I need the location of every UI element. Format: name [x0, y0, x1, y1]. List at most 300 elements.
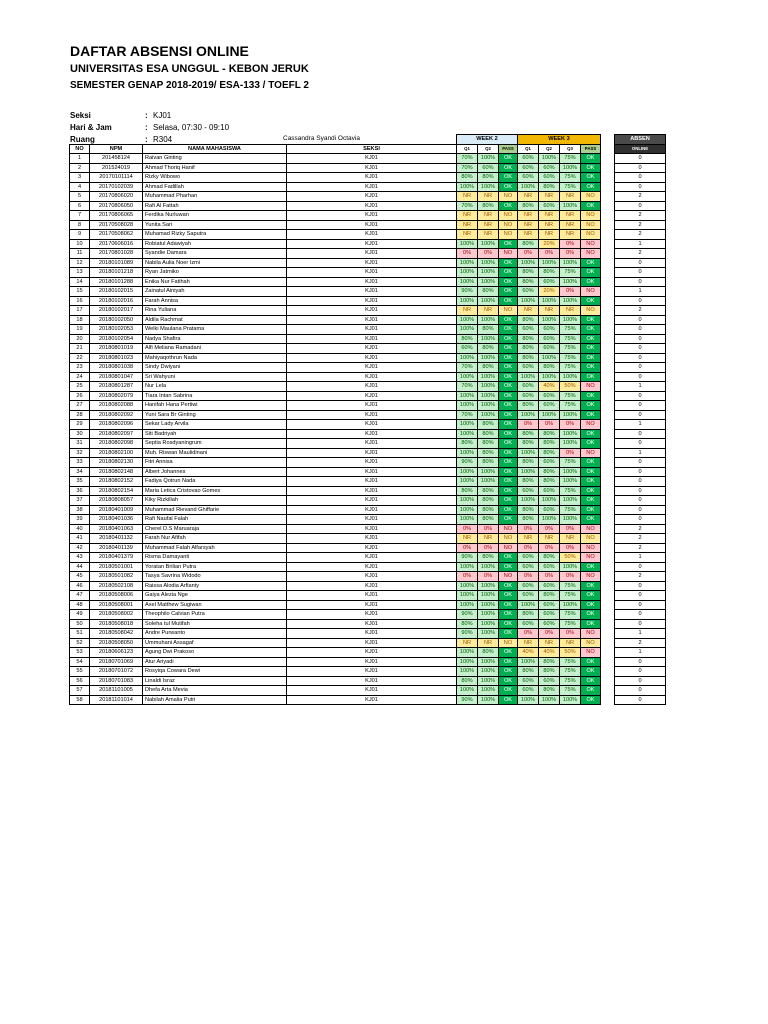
status-w3-pass: OK — [581, 467, 601, 477]
table-row — [70, 543, 601, 553]
row-npm: 20180101218 — [90, 268, 143, 278]
score-w3q1: 100% — [518, 296, 539, 306]
absen-count: 0 — [615, 610, 666, 620]
hari-colon: : — [145, 123, 148, 132]
row-no: 3 — [70, 173, 90, 183]
score-w2q1: 100% — [457, 648, 478, 658]
table-row — [70, 211, 601, 221]
absen-count: 2 — [615, 211, 666, 221]
score-w3q1: 80% — [518, 239, 539, 249]
score-w2q2: 100% — [478, 315, 499, 325]
row-npm: 20180701083 — [90, 676, 143, 686]
status-w3-pass: OK — [581, 163, 601, 173]
status-w2-pass: OK — [499, 420, 518, 430]
absen-row — [615, 515, 666, 525]
score-w3q1: 0% — [518, 543, 539, 553]
absen-row — [615, 477, 666, 487]
row-no: 31 — [70, 439, 90, 449]
score-w2q1: 80% — [457, 619, 478, 629]
score-w3q3: 75% — [560, 334, 581, 344]
score-w2q2: 80% — [478, 173, 499, 183]
absen-row — [615, 239, 666, 249]
score-w2q2: 100% — [478, 629, 499, 639]
row-no: 18 — [70, 315, 90, 325]
absen-row — [615, 258, 666, 268]
row-seksi: KJ01 — [287, 401, 457, 411]
absen-count: 0 — [615, 410, 666, 420]
score-w3q2: NR — [539, 211, 560, 221]
score-w2q1: 80% — [457, 676, 478, 686]
status-w3-pass: OK — [581, 676, 601, 686]
row-npm: 20180808057 — [90, 496, 143, 506]
score-w3q2: 60% — [539, 277, 560, 287]
score-w2q1: NR — [457, 638, 478, 648]
status-w3-pass: OK — [581, 372, 601, 382]
score-w3q1: 100% — [518, 410, 539, 420]
score-w2q2: NR — [478, 220, 499, 230]
row-no: 56 — [70, 676, 90, 686]
table-row — [70, 496, 601, 506]
score-w3q2: 0% — [539, 420, 560, 430]
absen-count: 1 — [615, 629, 666, 639]
schedule-info — [70, 122, 229, 134]
row-name: Rafi Al Fattah — [143, 201, 287, 211]
table-row — [70, 458, 601, 468]
score-w2q1: 0% — [457, 572, 478, 582]
row-npm: 20170606016 — [90, 239, 143, 249]
score-w2q1: 80% — [457, 486, 478, 496]
score-w3q1: 100% — [518, 600, 539, 610]
absen-row — [615, 486, 666, 496]
table-row — [70, 268, 601, 278]
score-w3q3: 75% — [560, 676, 581, 686]
table-row — [70, 657, 601, 667]
row-no: 14 — [70, 277, 90, 287]
row-seksi: KJ01 — [287, 154, 457, 164]
absen-row — [615, 657, 666, 667]
row-npm: 20170508062 — [90, 230, 143, 240]
row-seksi: KJ01 — [287, 581, 457, 591]
row-npm: 20180802088 — [90, 401, 143, 411]
row-seksi: KJ01 — [287, 477, 457, 487]
score-w2q2: 80% — [478, 448, 499, 458]
status-w2-pass: OK — [499, 372, 518, 382]
score-w2q2: NR — [478, 211, 499, 221]
week3-header: WEEK 3 — [518, 135, 601, 145]
score-w3q1: 60% — [518, 163, 539, 173]
row-no: 27 — [70, 401, 90, 411]
score-w3q3: 50% — [560, 382, 581, 392]
score-w2q1: 80% — [457, 334, 478, 344]
row-no: 48 — [70, 600, 90, 610]
row-name: Rizky Wibowo — [143, 173, 287, 183]
row-name: Welki Maulana Pratama — [143, 325, 287, 335]
row-name: Fadiya Qotrun Nada — [143, 477, 287, 487]
row-name: Farah Nur Afifah — [143, 534, 287, 544]
score-w3q1: 80% — [518, 268, 539, 278]
status-w2-pass: OK — [499, 401, 518, 411]
col-npm: NPM — [90, 144, 143, 154]
table-row — [70, 534, 601, 544]
score-w2q2: 80% — [478, 287, 499, 297]
score-w2q2: 100% — [478, 382, 499, 392]
score-w3q1: 0% — [518, 629, 539, 639]
score-w3q1: 60% — [518, 486, 539, 496]
score-w2q2: 100% — [478, 591, 499, 601]
score-w3q3: 50% — [560, 553, 581, 563]
row-npm: 20181101014 — [90, 695, 143, 705]
score-w2q2: 100% — [478, 334, 499, 344]
row-no: 13 — [70, 268, 90, 278]
absen-count: 0 — [615, 486, 666, 496]
row-name: Nadya Shafira — [143, 334, 287, 344]
status-w3-pass: OK — [581, 619, 601, 629]
row-name: Fitri Annisa — [143, 458, 287, 468]
score-w2q2: 80% — [478, 486, 499, 496]
table-row — [70, 610, 601, 620]
row-no: 44 — [70, 562, 90, 572]
row-name: Rina Yuliana — [143, 306, 287, 316]
seksi-info — [70, 110, 171, 122]
score-w3q2: NR — [539, 534, 560, 544]
absen-count: 0 — [615, 429, 666, 439]
score-w3q1: 60% — [518, 382, 539, 392]
row-name: Tasya Savrina Widodo — [143, 572, 287, 582]
score-w3q1: 80% — [518, 439, 539, 449]
score-w3q1: 0% — [518, 524, 539, 534]
absen-row — [615, 192, 666, 202]
status-w3-pass: OK — [581, 353, 601, 363]
score-w2q2: 80% — [478, 344, 499, 354]
status-w2-pass: OK — [499, 296, 518, 306]
score-w3q1: 80% — [518, 401, 539, 411]
score-w3q3: 100% — [560, 429, 581, 439]
row-no: 38 — [70, 505, 90, 515]
score-w2q2: 100% — [478, 562, 499, 572]
score-w3q3: 0% — [560, 572, 581, 582]
score-w3q1: 80% — [518, 344, 539, 354]
row-name: Nabilah Amalia Putri — [143, 695, 287, 705]
table-row — [70, 258, 601, 268]
score-w3q2: 80% — [539, 667, 560, 677]
score-w3q2: 60% — [539, 163, 560, 173]
score-w3q1: 60% — [518, 676, 539, 686]
absen-count: 2 — [615, 306, 666, 316]
absen-row — [615, 382, 666, 392]
absen-count: 2 — [615, 249, 666, 259]
score-w3q2: NR — [539, 220, 560, 230]
status-w2-pass: OK — [499, 553, 518, 563]
row-name: Aldila Rachmat — [143, 315, 287, 325]
row-npm: 20180508006 — [90, 591, 143, 601]
status-w2-pass: NO — [499, 249, 518, 259]
row-no: 36 — [70, 486, 90, 496]
score-w3q3: 50% — [560, 648, 581, 658]
row-npm: 201524019 — [90, 163, 143, 173]
row-seksi: KJ01 — [287, 220, 457, 230]
table-row — [70, 581, 601, 591]
absen-count: 0 — [615, 325, 666, 335]
score-w2q2: 100% — [478, 676, 499, 686]
table-row — [70, 439, 601, 449]
score-w3q3: 100% — [560, 695, 581, 705]
score-w3q3: 75% — [560, 401, 581, 411]
status-w3-pass: NO — [581, 211, 601, 221]
absen-count: 0 — [615, 439, 666, 449]
row-npm: 20180101288 — [90, 277, 143, 287]
score-w3q1: 80% — [518, 610, 539, 620]
score-w2q1: NR — [457, 306, 478, 316]
score-w3q1: NR — [518, 230, 539, 240]
score-w3q1: 80% — [518, 458, 539, 468]
score-w2q1: 70% — [457, 363, 478, 373]
status-w2-pass: OK — [499, 173, 518, 183]
table-row — [70, 562, 601, 572]
week-header-row — [70, 135, 601, 145]
score-w3q1: 60% — [518, 325, 539, 335]
row-npm: 20180102017 — [90, 306, 143, 316]
row-seksi: KJ01 — [287, 448, 457, 458]
row-name: Sekar Lady Arvila — [143, 420, 287, 430]
score-w2q2: 0% — [478, 572, 499, 582]
status-w3-pass: NO — [581, 382, 601, 392]
status-w2-pass: OK — [499, 619, 518, 629]
status-w3-pass: NO — [581, 420, 601, 430]
table-row — [70, 363, 601, 373]
score-w2q2: 100% — [478, 467, 499, 477]
status-w3-pass: OK — [581, 173, 601, 183]
row-seksi: KJ01 — [287, 239, 457, 249]
column-header-row — [70, 144, 601, 154]
absen-row — [615, 524, 666, 534]
absen-row — [615, 505, 666, 515]
absen-row — [615, 315, 666, 325]
row-npm: 20180801047 — [90, 372, 143, 382]
absen-row — [615, 467, 666, 477]
score-w3q3: 75% — [560, 344, 581, 354]
score-w3q1: 80% — [518, 667, 539, 677]
table-row — [70, 201, 601, 211]
status-w3-pass: OK — [581, 581, 601, 591]
absen-header: ABSEN — [615, 135, 666, 145]
row-seksi: KJ01 — [287, 173, 457, 183]
table-row — [70, 686, 601, 696]
score-w3q3: 75% — [560, 353, 581, 363]
score-w3q2: 0% — [539, 629, 560, 639]
absen-count: 1 — [615, 420, 666, 430]
status-w2-pass: OK — [499, 600, 518, 610]
table-row — [70, 648, 601, 658]
score-w3q2: 60% — [539, 401, 560, 411]
row-seksi: KJ01 — [287, 486, 457, 496]
score-w3q1: NR — [518, 306, 539, 316]
score-w3q2: NR — [539, 638, 560, 648]
row-name: Robiatul Adawiyah — [143, 239, 287, 249]
score-w3q1: 100% — [518, 695, 539, 705]
absen-count: 0 — [615, 505, 666, 515]
score-w3q1: 80% — [518, 277, 539, 287]
row-name: Gaiya Alezia Nge — [143, 591, 287, 601]
score-w2q2: 100% — [478, 477, 499, 487]
row-npm: 20180102016 — [90, 296, 143, 306]
row-no: 41 — [70, 534, 90, 544]
score-w3q1: 60% — [518, 686, 539, 696]
score-w3q1: 60% — [518, 619, 539, 629]
score-w3q1: 0% — [518, 420, 539, 430]
score-w3q2: 100% — [539, 695, 560, 705]
row-no: 57 — [70, 686, 90, 696]
status-w3-pass: OK — [581, 154, 601, 164]
status-w2-pass: NO — [499, 211, 518, 221]
row-name: Maria Letica Cristovao Gomes — [143, 486, 287, 496]
score-w3q2: 60% — [539, 391, 560, 401]
row-seksi: KJ01 — [287, 439, 457, 449]
absen-count: 0 — [615, 268, 666, 278]
absen-count: 2 — [615, 230, 666, 240]
row-seksi: KJ01 — [287, 306, 457, 316]
row-npm: 20180401139 — [90, 543, 143, 553]
score-w3q2: 100% — [539, 296, 560, 306]
absen-row — [615, 686, 666, 696]
row-name: Risma Damayanti — [143, 553, 287, 563]
absen-count: 0 — [615, 296, 666, 306]
absen-count: 0 — [615, 619, 666, 629]
score-w3q3: NR — [560, 534, 581, 544]
status-w3-pass: NO — [581, 553, 601, 563]
table-row — [70, 173, 601, 183]
status-w2-pass: NO — [499, 638, 518, 648]
status-w3-pass: OK — [581, 429, 601, 439]
row-no: 1 — [70, 154, 90, 164]
row-no: 45 — [70, 572, 90, 582]
score-w3q3: NR — [560, 230, 581, 240]
status-w2-pass: OK — [499, 448, 518, 458]
score-w2q1: 90% — [457, 553, 478, 563]
absen-count: 0 — [615, 591, 666, 601]
score-w3q2: 60% — [539, 201, 560, 211]
score-w3q2: 80% — [539, 429, 560, 439]
score-w3q2: 40% — [539, 382, 560, 392]
status-w2-pass: OK — [499, 458, 518, 468]
row-no: 17 — [70, 306, 90, 316]
col-name: NAMA MAHASISWA — [143, 144, 287, 154]
score-w3q3: 0% — [560, 524, 581, 534]
row-seksi: KJ01 — [287, 686, 457, 696]
status-w2-pass: OK — [499, 439, 518, 449]
row-no: 43 — [70, 553, 90, 563]
score-w3q1: NR — [518, 638, 539, 648]
score-w3q1: 80% — [518, 429, 539, 439]
score-w2q1: 90% — [457, 287, 478, 297]
absen-row — [615, 163, 666, 173]
status-w2-pass: OK — [499, 382, 518, 392]
row-seksi: KJ01 — [287, 334, 457, 344]
score-w3q2: 0% — [539, 572, 560, 582]
status-w3-pass: OK — [581, 401, 601, 411]
score-w3q3: 100% — [560, 496, 581, 506]
score-w3q3: 0% — [560, 448, 581, 458]
row-name: Theophilo Calvian Putra — [143, 610, 287, 620]
score-w3q3: NR — [560, 192, 581, 202]
row-seksi: KJ01 — [287, 277, 457, 287]
score-w3q1: 80% — [518, 315, 539, 325]
table-row — [70, 353, 601, 363]
score-w3q3: 75% — [560, 581, 581, 591]
score-w2q1: 100% — [457, 477, 478, 487]
table-row — [70, 553, 601, 563]
score-w3q1: 60% — [518, 391, 539, 401]
absen-row — [615, 268, 666, 278]
row-npm: 20180508018 — [90, 619, 143, 629]
col-w3-q1: Q1 — [518, 144, 539, 154]
table-row — [70, 325, 601, 335]
score-w2q2: 100% — [478, 182, 499, 192]
row-npm: 20180802152 — [90, 477, 143, 487]
score-w3q2: 80% — [539, 182, 560, 192]
score-w2q2: NR — [478, 230, 499, 240]
score-w2q1: 90% — [457, 695, 478, 705]
score-w3q3: 75% — [560, 458, 581, 468]
absen-row — [615, 458, 666, 468]
row-npm: 20180508001 — [90, 600, 143, 610]
absen-row — [615, 562, 666, 572]
absen-count: 0 — [615, 344, 666, 354]
score-w2q1: 70% — [457, 410, 478, 420]
score-w2q1: 100% — [457, 239, 478, 249]
score-w2q2: 100% — [478, 401, 499, 411]
row-seksi: KJ01 — [287, 201, 457, 211]
absen-row — [615, 420, 666, 430]
absen-row — [615, 372, 666, 382]
status-w2-pass: NO — [499, 220, 518, 230]
absen-count: 0 — [615, 353, 666, 363]
score-w3q1: 80% — [518, 334, 539, 344]
score-w3q1: 100% — [518, 657, 539, 667]
absen-count: 0 — [615, 372, 666, 382]
score-w3q1: 0% — [518, 572, 539, 582]
row-npm: 20170101114 — [90, 173, 143, 183]
row-no: 9 — [70, 230, 90, 240]
row-name: Nabila Aulia Noer Izmi — [143, 258, 287, 268]
row-no: 4 — [70, 182, 90, 192]
score-w2q2: 80% — [478, 439, 499, 449]
status-w2-pass: OK — [499, 391, 518, 401]
score-w3q2: 80% — [539, 448, 560, 458]
score-w3q3: 0% — [560, 239, 581, 249]
row-npm: 20180102015 — [90, 287, 143, 297]
score-w2q1: 100% — [457, 581, 478, 591]
status-w2-pass: OK — [499, 486, 518, 496]
score-w2q1: 100% — [457, 277, 478, 287]
absen-row — [615, 154, 666, 164]
score-w3q3: 100% — [560, 296, 581, 306]
score-w2q2: 60% — [478, 163, 499, 173]
score-w2q2: 100% — [478, 695, 499, 705]
table-row — [70, 477, 601, 487]
score-w2q1: 100% — [457, 600, 478, 610]
absen-row — [615, 201, 666, 211]
absen-row — [615, 220, 666, 230]
row-name: Muhammad Pharhan — [143, 192, 287, 202]
score-w2q2: 80% — [478, 201, 499, 211]
row-seksi: KJ01 — [287, 505, 457, 515]
absen-count: 1 — [615, 239, 666, 249]
score-w2q2: 80% — [478, 429, 499, 439]
score-w2q1: 100% — [457, 667, 478, 677]
row-seksi: KJ01 — [287, 296, 457, 306]
score-w3q2: NR — [539, 306, 560, 316]
row-npm: 20180802097 — [90, 429, 143, 439]
